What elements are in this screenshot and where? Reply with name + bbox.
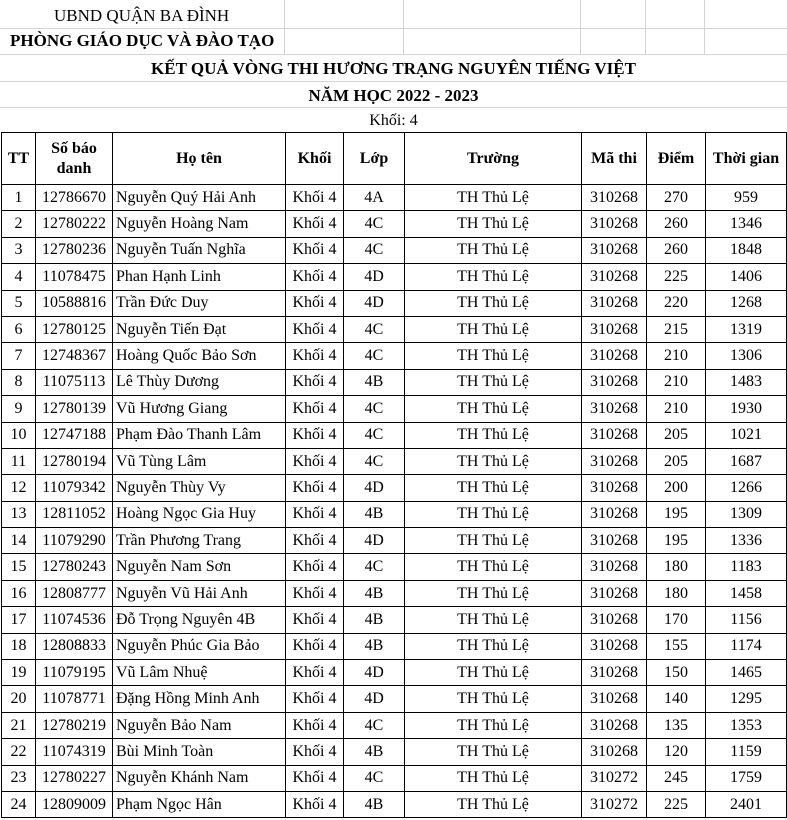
tt-cell: 2 <box>2 211 36 237</box>
class-cell: 4C <box>344 316 405 342</box>
full-name-cell: Nguyễn Phúc Gia Bảo <box>113 633 286 659</box>
class-cell: 4D <box>344 686 405 712</box>
class-cell: 4D <box>344 528 405 554</box>
score-cell: 180 <box>647 554 706 580</box>
school-cell: TH Thủ Lệ <box>405 791 582 817</box>
time-cell: 1353 <box>706 712 787 738</box>
grade-cell: Khối 4 <box>286 501 344 527</box>
score-cell: 220 <box>647 290 706 316</box>
exam-code-cell: 310268 <box>582 633 647 659</box>
grade-cell: Khối 4 <box>286 185 344 211</box>
class-cell: 4B <box>344 607 405 633</box>
class-cell: 4C <box>344 712 405 738</box>
table-row <box>2 765 787 791</box>
school-cell: TH Thủ Lệ <box>405 290 582 316</box>
table-row <box>2 633 787 659</box>
school-cell: TH Thủ Lệ <box>405 660 582 686</box>
candidate-number-cell: 12808777 <box>36 580 113 606</box>
class-cell: 4C <box>344 554 405 580</box>
results-table <box>1 132 787 818</box>
candidate-number-cell: 11078771 <box>36 686 113 712</box>
candidate-number-cell: 10588816 <box>36 290 113 316</box>
table-row <box>2 264 787 290</box>
full-name-cell: Phan Hạnh Linh <box>113 264 286 290</box>
tt-cell: 19 <box>2 660 36 686</box>
score-cell: 270 <box>647 185 706 211</box>
class-cell: 4B <box>344 501 405 527</box>
time-cell: 1930 <box>706 396 787 422</box>
time-cell: 1268 <box>706 290 787 316</box>
exam-code-cell: 310268 <box>582 369 647 395</box>
tt-cell: 18 <box>2 633 36 659</box>
grade-cell: Khối 4 <box>286 791 344 817</box>
time-cell: 1759 <box>706 765 787 791</box>
exam-code-cell: 310268 <box>582 343 647 369</box>
candidate-number-cell: 12780139 <box>36 396 113 422</box>
table-row <box>2 237 787 263</box>
score-cell: 215 <box>647 316 706 342</box>
grade-cell: Khối 4 <box>286 580 344 606</box>
school-cell: TH Thủ Lệ <box>405 369 582 395</box>
table-row <box>2 686 787 712</box>
table-row <box>2 343 787 369</box>
time-cell: 2401 <box>706 791 787 817</box>
exam-code-cell: 310272 <box>582 765 647 791</box>
score-cell: 195 <box>647 501 706 527</box>
school-cell: TH Thủ Lệ <box>405 264 582 290</box>
school-cell: TH Thủ Lệ <box>405 686 582 712</box>
time-cell: 1319 <box>706 316 787 342</box>
candidate-number-cell: 11074319 <box>36 739 113 765</box>
score-cell: 200 <box>647 475 706 501</box>
exam-code-cell: 310268 <box>582 660 647 686</box>
time-cell: 1687 <box>706 448 787 474</box>
score-cell: 180 <box>647 580 706 606</box>
candidate-number-cell: 12747188 <box>36 422 113 448</box>
candidate-number-cell: 11078475 <box>36 264 113 290</box>
grade-cell: Khối 4 <box>286 316 344 342</box>
full-name-cell: Phạm Đào Thanh Lâm <box>113 422 286 448</box>
exam-code-cell: 310268 <box>582 396 647 422</box>
candidate-number-cell: 12786670 <box>36 185 113 211</box>
exam-code-cell: 310268 <box>582 422 647 448</box>
class-cell: 4B <box>344 369 405 395</box>
school-cell: TH Thủ Lệ <box>405 712 582 738</box>
score-cell: 260 <box>647 211 706 237</box>
time-cell: 1458 <box>706 580 787 606</box>
score-cell: 205 <box>647 448 706 474</box>
class-cell: 4D <box>344 264 405 290</box>
full-name-cell: Phạm Ngọc Hân <box>113 791 286 817</box>
school-cell: TH Thủ Lệ <box>405 501 582 527</box>
school-cell: TH Thủ Lệ <box>405 396 582 422</box>
school-cell: TH Thủ Lệ <box>405 528 582 554</box>
time-cell: 1309 <box>706 501 787 527</box>
time-cell: 1156 <box>706 607 787 633</box>
exam-code-cell: 310268 <box>582 237 647 263</box>
tt-cell: 16 <box>2 580 36 606</box>
exam-code-cell: 310268 <box>582 264 647 290</box>
time-cell: 1159 <box>706 739 787 765</box>
grade-cell: Khối 4 <box>286 237 344 263</box>
candidate-number-cell: 12780227 <box>36 765 113 791</box>
exam-code-cell: 310268 <box>582 475 647 501</box>
tt-cell: 9 <box>2 396 36 422</box>
exam-code-cell: 310268 <box>582 607 647 633</box>
exam-code-cell: 310268 <box>582 580 647 606</box>
grade-cell: Khối 4 <box>286 739 344 765</box>
candidate-number-cell: 12809009 <box>36 791 113 817</box>
tt-cell: 21 <box>2 712 36 738</box>
exam-code-cell: 310268 <box>582 712 647 738</box>
tt-cell: 17 <box>2 607 36 633</box>
grade-cell: Khối 4 <box>286 712 344 738</box>
column-header-full-name: Họ tên <box>113 133 286 185</box>
grade-cell: Khối 4 <box>286 686 344 712</box>
full-name-cell: Nguyễn Tuấn Nghĩa <box>113 237 286 263</box>
time-cell: 1336 <box>706 528 787 554</box>
time-cell: 1174 <box>706 633 787 659</box>
table-row <box>2 501 787 527</box>
table-row <box>2 739 787 765</box>
school-cell: TH Thủ Lệ <box>405 448 582 474</box>
grade-cell: Khối 4 <box>286 528 344 554</box>
grade-cell: Khối 4 <box>286 264 344 290</box>
full-name-cell: Bùi Minh Toàn <box>113 739 286 765</box>
exam-code-cell: 310268 <box>582 448 647 474</box>
score-cell: 225 <box>647 791 706 817</box>
column-header-grade: Khối <box>286 133 344 185</box>
exam-code-cell: 310268 <box>582 528 647 554</box>
school-cell: TH Thủ Lệ <box>405 607 582 633</box>
school-cell: TH Thủ Lệ <box>405 580 582 606</box>
full-name-cell: Nguyễn Tiến Đạt <box>113 316 286 342</box>
page-title: KẾT QUẢ VÒNG THI HƯƠNG TRẠNG NGUYÊN TIẾNG VIỆT <box>151 59 636 78</box>
candidate-number-cell: 12780125 <box>36 316 113 342</box>
full-name-cell: Vũ Hương Giang <box>113 396 286 422</box>
table-row <box>2 316 787 342</box>
score-cell: 150 <box>647 660 706 686</box>
grade-cell: Khối 4 <box>286 660 344 686</box>
grade-caption: Khối: 4 <box>369 112 418 129</box>
full-name-cell: Hoàng Quốc Bảo Sơn <box>113 343 286 369</box>
column-header-class: Lớp <box>344 133 405 185</box>
time-cell: 1848 <box>706 237 787 263</box>
tt-cell: 3 <box>2 237 36 263</box>
score-cell: 260 <box>647 237 706 263</box>
school-year: NĂM HỌC 2022 - 2023 <box>308 86 479 105</box>
full-name-cell: Đỗ Trọng Nguyên 4B <box>113 607 286 633</box>
school-cell: TH Thủ Lệ <box>405 633 582 659</box>
table-row <box>2 185 787 211</box>
column-header-candidate-number: Số báo danh <box>36 133 113 185</box>
grade-cell: Khối 4 <box>286 290 344 316</box>
school-cell: TH Thủ Lệ <box>405 185 582 211</box>
table-row <box>2 791 787 817</box>
table-row <box>2 712 787 738</box>
candidate-number-cell: 11079342 <box>36 475 113 501</box>
full-name-cell: Đặng Hồng Minh Anh <box>113 686 286 712</box>
candidate-number-cell: 11079195 <box>36 660 113 686</box>
school-cell: TH Thủ Lệ <box>405 237 582 263</box>
tt-cell: 10 <box>2 422 36 448</box>
candidate-number-cell: 11079290 <box>36 528 113 554</box>
exam-code-cell: 310272 <box>582 791 647 817</box>
column-header-exam-code: Mã thi <box>582 133 647 185</box>
exam-code-cell: 310268 <box>582 554 647 580</box>
full-name-cell: Vũ Lâm Nhuệ <box>113 660 286 686</box>
tt-cell: 13 <box>2 501 36 527</box>
full-name-cell: Nguyễn Thùy Vy <box>113 475 286 501</box>
time-cell: 1295 <box>706 686 787 712</box>
class-cell: 4C <box>344 343 405 369</box>
table-row <box>2 554 787 580</box>
column-header-score: Điểm <box>647 133 706 185</box>
class-cell: 4A <box>344 185 405 211</box>
time-cell: 1183 <box>706 554 787 580</box>
exam-code-cell: 310268 <box>582 686 647 712</box>
table-row <box>2 448 787 474</box>
grade-cell: Khối 4 <box>286 765 344 791</box>
class-cell: 4D <box>344 475 405 501</box>
tt-cell: 1 <box>2 185 36 211</box>
candidate-number-cell: 11074536 <box>36 607 113 633</box>
grade-cell: Khối 4 <box>286 211 344 237</box>
class-cell: 4C <box>344 211 405 237</box>
class-cell: 4C <box>344 396 405 422</box>
score-cell: 170 <box>647 607 706 633</box>
candidate-number-cell: 12808833 <box>36 633 113 659</box>
org-line-2: PHÒNG GIÁO DỤC VÀ ĐÀO TẠO <box>10 31 275 50</box>
table-header-row <box>2 133 787 185</box>
exam-code-cell: 310268 <box>582 290 647 316</box>
grade-cell: Khối 4 <box>286 422 344 448</box>
class-cell: 4B <box>344 580 405 606</box>
school-cell: TH Thủ Lệ <box>405 554 582 580</box>
table-row <box>2 422 787 448</box>
class-cell: 4B <box>344 633 405 659</box>
exam-code-cell: 310268 <box>582 185 647 211</box>
grade-cell: Khối 4 <box>286 396 344 422</box>
tt-cell: 23 <box>2 765 36 791</box>
class-cell: 4D <box>344 660 405 686</box>
time-cell: 959 <box>706 185 787 211</box>
column-header-time: Thời gian <box>706 133 787 185</box>
school-cell: TH Thủ Lệ <box>405 475 582 501</box>
score-cell: 155 <box>647 633 706 659</box>
score-cell: 225 <box>647 264 706 290</box>
full-name-cell: Nguyễn Khánh Nam <box>113 765 286 791</box>
school-cell: TH Thủ Lệ <box>405 739 582 765</box>
exam-code-cell: 310268 <box>582 739 647 765</box>
grade-cell: Khối 4 <box>286 343 344 369</box>
class-cell: 4C <box>344 237 405 263</box>
table-row <box>2 290 787 316</box>
class-cell: 4C <box>344 765 405 791</box>
column-header-school: Trường <box>405 133 582 185</box>
table-row <box>2 211 787 237</box>
tt-cell: 20 <box>2 686 36 712</box>
table-row <box>2 607 787 633</box>
full-name-cell: Nguyễn Nam Sơn <box>113 554 286 580</box>
candidate-number-cell: 12780243 <box>36 554 113 580</box>
table-row <box>2 528 787 554</box>
candidate-number-cell: 12780219 <box>36 712 113 738</box>
class-cell: 4B <box>344 791 405 817</box>
class-cell: 4D <box>344 290 405 316</box>
school-cell: TH Thủ Lệ <box>405 211 582 237</box>
candidate-number-cell: 11075113 <box>36 369 113 395</box>
score-cell: 140 <box>647 686 706 712</box>
score-cell: 210 <box>647 396 706 422</box>
full-name-cell: Nguyễn Hoàng Nam <box>113 211 286 237</box>
school-cell: TH Thủ Lệ <box>405 316 582 342</box>
school-cell: TH Thủ Lệ <box>405 422 582 448</box>
class-cell: 4B <box>344 739 405 765</box>
full-name-cell: Lê Thùy Dương <box>113 369 286 395</box>
tt-cell: 14 <box>2 528 36 554</box>
column-header-tt: TT <box>2 133 36 185</box>
time-cell: 1306 <box>706 343 787 369</box>
candidate-number-cell: 12780236 <box>36 237 113 263</box>
table-row <box>2 396 787 422</box>
grade-cell: Khối 4 <box>286 448 344 474</box>
time-cell: 1483 <box>706 369 787 395</box>
school-cell: TH Thủ Lệ <box>405 343 582 369</box>
full-name-cell: Hoàng Ngọc Gia Huy <box>113 501 286 527</box>
grade-cell: Khối 4 <box>286 369 344 395</box>
tt-cell: 15 <box>2 554 36 580</box>
full-name-cell: Trần Phương Trang <box>113 528 286 554</box>
exam-code-cell: 310268 <box>582 316 647 342</box>
tt-cell: 12 <box>2 475 36 501</box>
candidate-number-cell: 12780222 <box>36 211 113 237</box>
score-cell: 135 <box>647 712 706 738</box>
candidate-number-cell: 12780194 <box>36 448 113 474</box>
table-row <box>2 580 787 606</box>
score-cell: 210 <box>647 369 706 395</box>
time-cell: 1465 <box>706 660 787 686</box>
candidate-number-cell: 12811052 <box>36 501 113 527</box>
candidate-number-cell: 12748367 <box>36 343 113 369</box>
tt-cell: 4 <box>2 264 36 290</box>
class-cell: 4C <box>344 422 405 448</box>
tt-cell: 22 <box>2 739 36 765</box>
tt-cell: 11 <box>2 448 36 474</box>
full-name-cell: Nguyễn Vũ Hải Anh <box>113 580 286 606</box>
exam-code-cell: 310268 <box>582 501 647 527</box>
tt-cell: 6 <box>2 316 36 342</box>
grade-cell: Khối 4 <box>286 633 344 659</box>
full-name-cell: Nguyễn Bảo Nam <box>113 712 286 738</box>
score-cell: 205 <box>647 422 706 448</box>
tt-cell: 8 <box>2 369 36 395</box>
tt-cell: 7 <box>2 343 36 369</box>
table-row <box>2 475 787 501</box>
table-row <box>2 369 787 395</box>
grade-cell: Khối 4 <box>286 554 344 580</box>
org-line-1: UBND QUẬN BA ĐÌNH <box>54 6 230 25</box>
time-cell: 1266 <box>706 475 787 501</box>
score-cell: 210 <box>647 343 706 369</box>
full-name-cell: Trần Đức Duy <box>113 290 286 316</box>
score-cell: 245 <box>647 765 706 791</box>
tt-cell: 24 <box>2 791 36 817</box>
score-cell: 120 <box>647 739 706 765</box>
school-cell: TH Thủ Lệ <box>405 765 582 791</box>
time-cell: 1021 <box>706 422 787 448</box>
full-name-cell: Vũ Tùng Lâm <box>113 448 286 474</box>
table-row <box>2 660 787 686</box>
time-cell: 1406 <box>706 264 787 290</box>
class-cell: 4C <box>344 448 405 474</box>
grade-cell: Khối 4 <box>286 475 344 501</box>
time-cell: 1346 <box>706 211 787 237</box>
exam-code-cell: 310268 <box>582 211 647 237</box>
score-cell: 195 <box>647 528 706 554</box>
tt-cell: 5 <box>2 290 36 316</box>
grade-cell: Khối 4 <box>286 607 344 633</box>
full-name-cell: Nguyễn Quý Hải Anh <box>113 185 286 211</box>
